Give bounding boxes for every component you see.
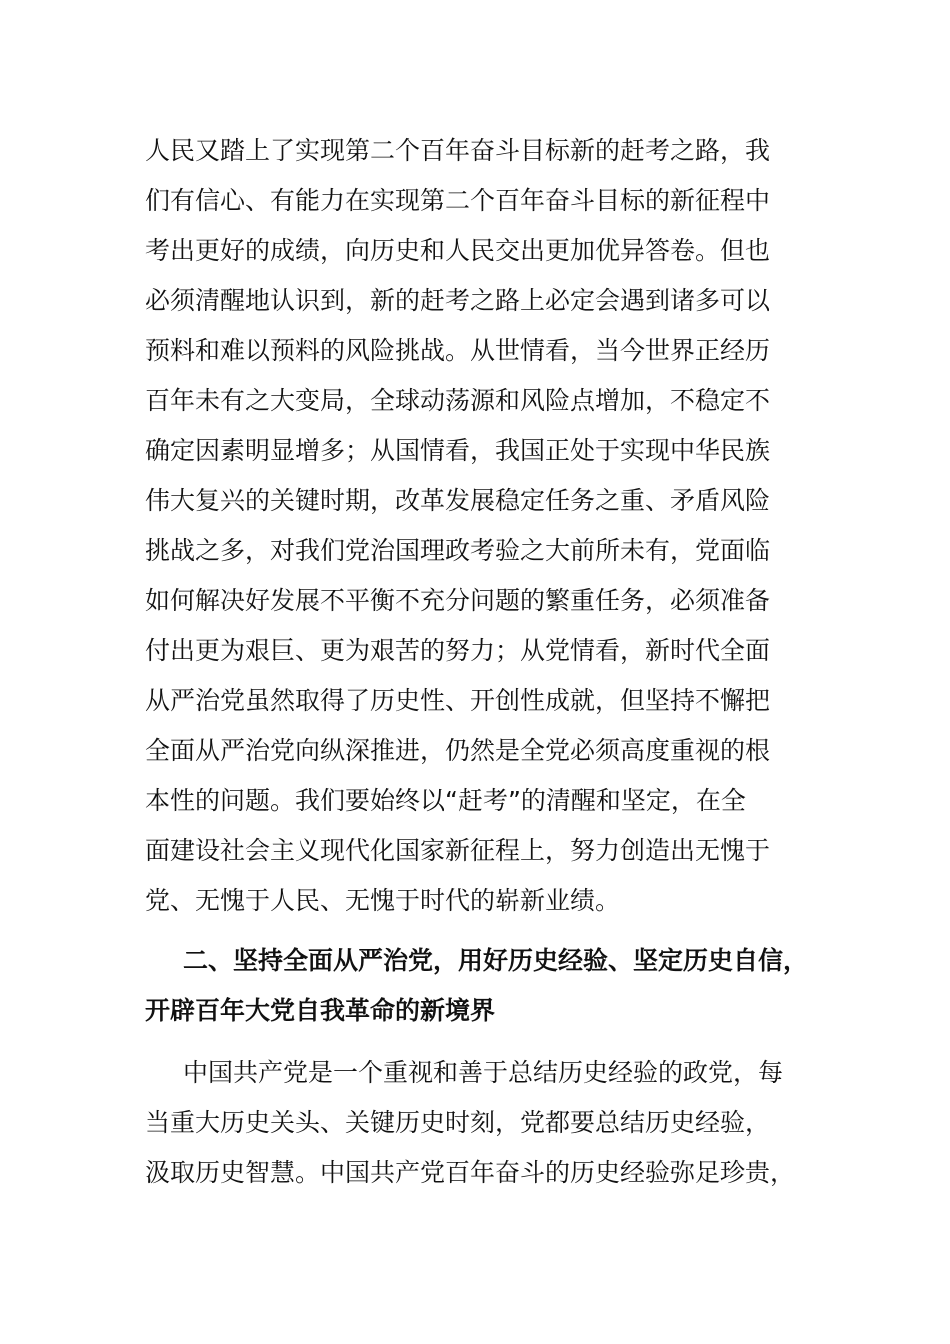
heading-line: 开辟百年大党自我革命的新境界 bbox=[145, 996, 496, 1025]
text-line: 付出更为艰巨、更为艰苦的努力；从党情看，新时代全面 bbox=[145, 636, 771, 665]
text-line: 人民又踏上了实现第二个百年奋斗目标新的赶考之路，我 bbox=[145, 136, 771, 165]
text-line: 党、无愧于人民、无愧于时代的崭新业绩。 bbox=[145, 886, 621, 915]
text-line: 面建设社会主义现代化国家新征程上，努力创造出无愧于 bbox=[145, 836, 771, 865]
text-line: 中国共产党是一个重视和善于总结历史经验的政党，每 bbox=[183, 1058, 784, 1087]
text-line: 全面从严治党向纵深推进，仍然是全党必须高度重视的根 bbox=[145, 736, 771, 765]
text-line: 本性的问题。我们要始终以“赶考”的清醒和坚定，在全 bbox=[145, 786, 746, 815]
text-line: 预料和难以预料的风险挑战。从世情看，当今世界正经历 bbox=[145, 336, 771, 365]
text-line: 考出更好的成绩，向历史和人民交出更加优异答卷。但也 bbox=[145, 236, 771, 265]
text-line: 们有信心、有能力在实现第二个百年奋斗目标的新征程中 bbox=[145, 186, 771, 215]
heading-line: 二、坚持全面从严治党，用好历史经验、坚定历史自信， bbox=[183, 946, 809, 975]
text-line: 当重大历史关头、关键历史时刻，党都要总结历史经验， bbox=[145, 1108, 771, 1137]
text-line: 必须清醒地认识到，新的赶考之路上必定会遇到诸多可以 bbox=[145, 286, 771, 315]
text-line: 确定因素明显增多；从国情看，我国正处于实现中华民族 bbox=[145, 436, 771, 465]
text-line: 百年未有之大变局，全球动荡源和风险点增加，不稳定不 bbox=[145, 386, 771, 415]
text-line: 从严治党虽然取得了历史性、开创性成就，但坚持不懈把 bbox=[145, 686, 771, 715]
text-line: 如何解决好发展不平衡不充分问题的繁重任务，必须准备 bbox=[145, 586, 771, 615]
text-line: 汲取历史智慧。中国共产党百年奋斗的历史经验弥足珍贵， bbox=[145, 1158, 796, 1187]
text-line: 伟大复兴的关键时期，改革发展稳定任务之重、矛盾风险 bbox=[145, 486, 771, 515]
text-line: 挑战之多，对我们党治国理政考验之大前所未有，党面临 bbox=[145, 536, 771, 565]
